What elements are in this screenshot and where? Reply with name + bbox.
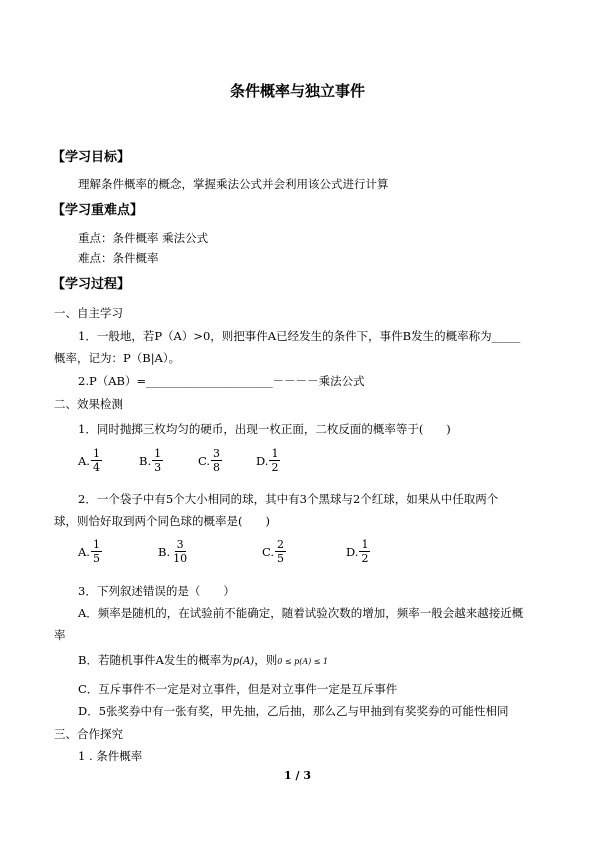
q2-option-a xyxy=(78,538,102,565)
fraction xyxy=(359,538,370,565)
part2-heading: 二、效果检测 xyxy=(54,397,123,411)
part1-q1-line2: 概率，记为：P（B|A）。 xyxy=(54,351,181,365)
fraction xyxy=(211,447,222,474)
q2-option-b xyxy=(158,538,189,565)
option-label: B. xyxy=(139,453,152,468)
process-heading: 【学习过程】 xyxy=(52,277,131,292)
denominator: 8 xyxy=(213,461,221,474)
part1-heading: 一、自主学习 xyxy=(54,306,123,320)
key-point: 重点：条件概率 乘法公式 xyxy=(78,231,209,245)
q3-option-a-line1: A．频率是随机的，在试验前不能确定，随着试验次数的增加，频率一般会越来越接近概 xyxy=(78,606,524,620)
option-label: B. xyxy=(158,544,171,559)
numerator: 2 xyxy=(277,538,285,551)
part1-q2: 2.P（AB）=______________________－－－－乘法公式 xyxy=(78,374,365,388)
q3-option-d: D．5张奖券中有一张有奖，甲先抽，乙后抽，那么乙与甲抽到有奖奖券的可能性相同 xyxy=(78,704,509,718)
key-heading: 【学习重难点】 xyxy=(52,203,144,218)
q3-option-c: C．互斥事件不一定是对立事件，但是对立事件一定是互斥事件 xyxy=(78,682,398,696)
q1-option-b xyxy=(139,447,163,474)
q1-option-d xyxy=(256,447,280,474)
option-label: D. xyxy=(346,544,359,559)
numerator: 1 xyxy=(154,447,162,460)
q3-b-inequality: 0 ≤ p(A) ≤ 1 xyxy=(277,657,329,666)
q3-option-b xyxy=(78,652,328,668)
q3-b-probability: p(A) xyxy=(232,656,255,667)
option-label: C. xyxy=(262,544,275,559)
q1-option-a xyxy=(78,447,102,474)
q2-option-d xyxy=(346,538,370,565)
part2-q2-line2: 球，则恰好取到两个同色球的概率是( ) xyxy=(54,514,270,528)
denominator: 2 xyxy=(271,461,279,474)
option-label: D. xyxy=(256,453,269,468)
fraction xyxy=(275,538,286,565)
denominator: 5 xyxy=(277,552,285,565)
hard-point: 难点：条件概率 xyxy=(78,251,159,265)
part2-q2-line1: 2．一个袋子中有5个大小相同的球，其中有3个黑球与2个红球，如果从中任取两个 xyxy=(78,492,499,506)
part2-q1: 1．同时抛掷三枚均匀的硬币，出现一枚正面，二枚反面的概率等于( ) xyxy=(78,422,451,436)
denominator: 10 xyxy=(173,552,188,565)
q3-b-prefix: B．若随机事件A发生的概率为 xyxy=(78,653,233,667)
fraction xyxy=(91,538,102,565)
numerator: 1 xyxy=(92,447,100,460)
fraction xyxy=(152,447,163,474)
numerator: 3 xyxy=(176,538,184,551)
option-label: C. xyxy=(198,453,211,468)
q2-option-c xyxy=(262,538,286,565)
goal-text: 理解条件概率的概念，掌握乘法公式并会利用该公式进行计算 xyxy=(78,177,389,191)
fraction xyxy=(171,538,189,565)
fraction xyxy=(269,447,280,474)
goal-heading: 【学习目标】 xyxy=(52,150,131,165)
option-label: A. xyxy=(78,544,90,559)
part3-item1: 1 . 条件概率 xyxy=(78,749,143,763)
page-number: 1 / 3 xyxy=(284,769,311,782)
fraction xyxy=(91,447,102,474)
numerator: 1 xyxy=(271,447,279,460)
part2-q3: 3．下列叙述错误的是（ ） xyxy=(78,584,235,598)
part1-q1-line1: 1．一般地，若P（A）>0，则把事件A已经发生的条件下，事件B发生的概率称为_____ xyxy=(78,329,521,343)
option-label: A. xyxy=(78,453,90,468)
q1-option-c xyxy=(198,447,222,474)
numerator: 1 xyxy=(361,538,369,551)
q3-b-mid: ，则 xyxy=(254,653,278,667)
denominator: 5 xyxy=(92,552,100,565)
numerator: 1 xyxy=(92,538,100,551)
denominator: 2 xyxy=(361,552,369,565)
denominator: 3 xyxy=(154,461,162,474)
page-title: 条件概率与独立事件 xyxy=(229,82,365,100)
numerator: 3 xyxy=(213,447,221,460)
part3-heading: 三、合作探究 xyxy=(54,727,123,741)
denominator: 4 xyxy=(92,461,100,474)
q3-option-a-line2: 率 xyxy=(54,628,66,642)
